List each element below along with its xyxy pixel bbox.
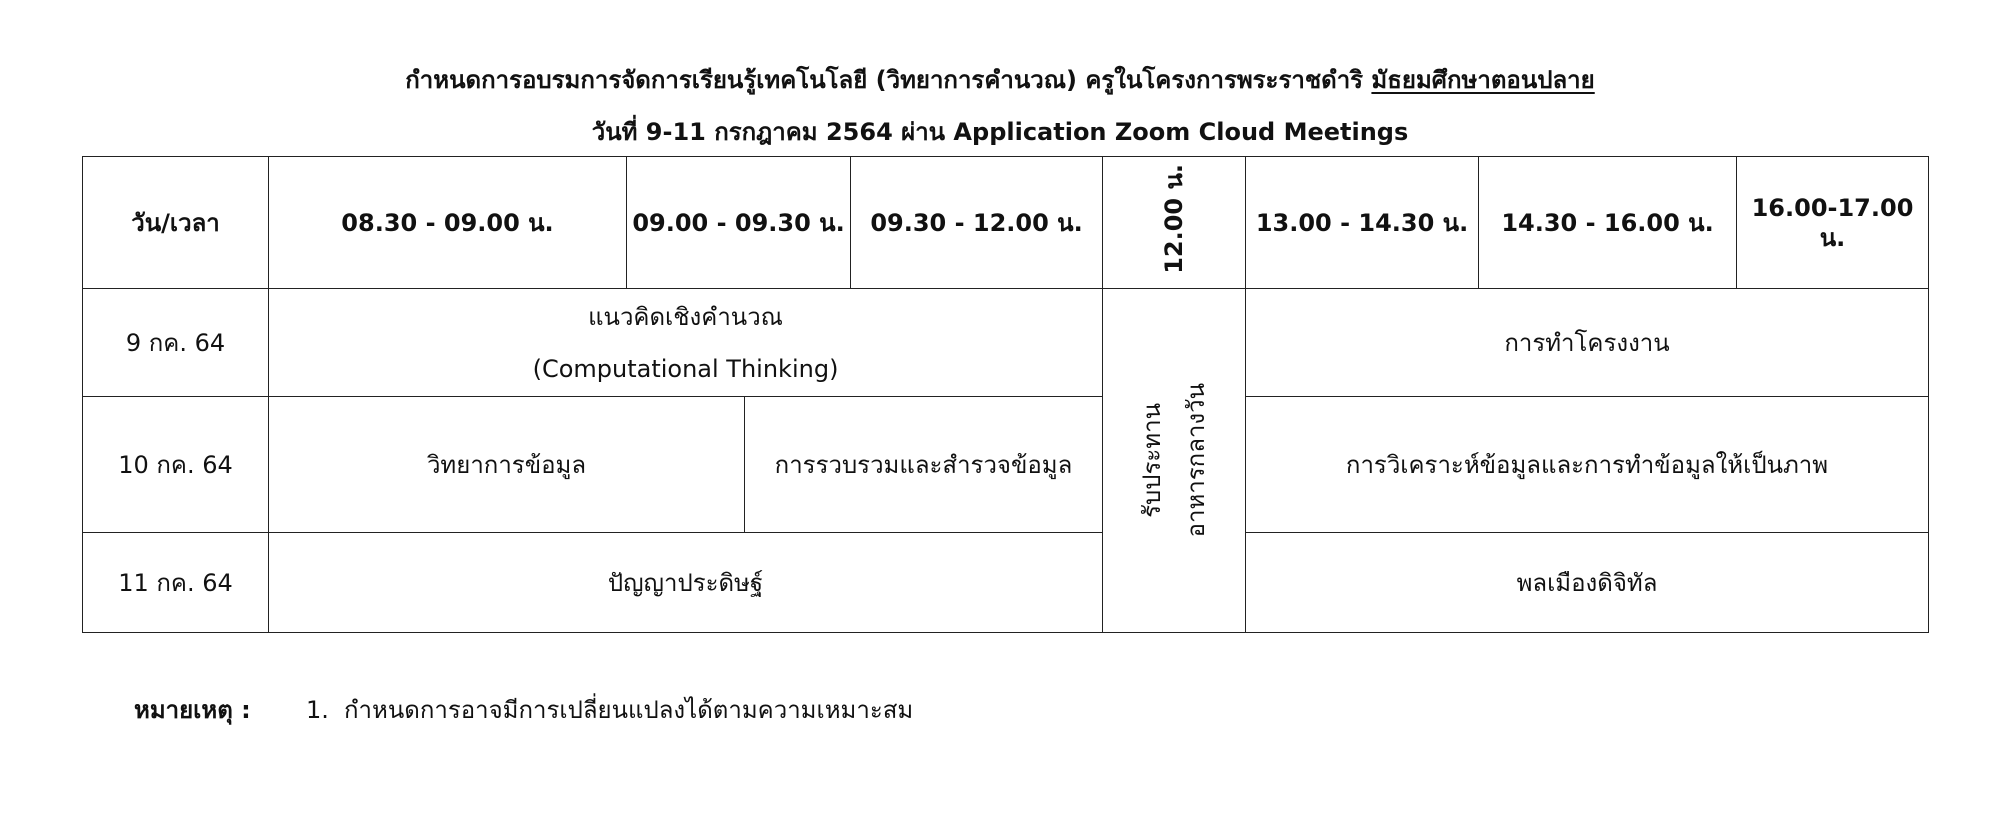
remark xyxy=(134,690,913,729)
table-row xyxy=(83,533,1929,633)
header-slot-0830: 08.30 - 09.00 น. xyxy=(269,157,627,289)
lunch-line1: รับประทาน xyxy=(1138,403,1167,518)
row-date: 10 กค. 64 xyxy=(83,397,269,533)
lunch-cell xyxy=(1103,289,1246,633)
session-project: การทำโครงงาน xyxy=(1246,289,1929,397)
session-title-en: (Computational Thinking) xyxy=(532,354,839,383)
header-slot-0930: 09.30 - 12.00 น. xyxy=(851,157,1103,289)
title-level-underlined: มัธยมศึกษาตอนปลาย xyxy=(1371,66,1595,94)
session-computational-thinking xyxy=(269,289,1103,397)
header-slot-1430: 14.30 - 16.00 น. xyxy=(1479,157,1737,289)
header-slot-1600: 16.00-17.00 น. xyxy=(1737,157,1929,289)
session-digital-citizen: พลเมืองดิจิทัล xyxy=(1246,533,1929,633)
table-row xyxy=(83,289,1929,397)
header-slot-0900: 09.00 - 09.30 น. xyxy=(627,157,851,289)
header-day-time: วัน/เวลา xyxy=(83,157,269,289)
session-data-analysis: การวิเคราะห์ข้อมูลและการทำข้อมูลให้เป็นภาพ xyxy=(1246,397,1929,533)
header-slot-1300: 13.00 - 14.30 น. xyxy=(1246,157,1479,289)
session-data-collection: การรวบรวมและสำรวจข้อมูล xyxy=(745,397,1103,533)
document-title xyxy=(0,60,2000,99)
document-subtitle: วันที่ 9-11 กรกฎาคม 2564 ผ่าน Application Zoom Cloud Meetings xyxy=(591,118,1409,146)
session-title-th: แนวคิดเชิงคำนวณ xyxy=(588,302,783,331)
remark-number: 1. xyxy=(306,696,329,724)
remark-text: กำหนดการอาจมีการเปลี่ยนแปลงได้ตามความเหมาะสม xyxy=(344,696,914,724)
row-date: 11 กค. 64 xyxy=(83,533,269,633)
remark-label: หมายเหตุ : xyxy=(134,696,251,724)
session-data-science: วิทยาการข้อมูล xyxy=(269,397,745,533)
row-date: 9 กค. 64 xyxy=(83,289,269,397)
session-ai: ปัญญาประดิษฐ์ xyxy=(269,533,1103,633)
header-slot-1200 xyxy=(1103,157,1246,289)
header-noon-text: 12.00 น. xyxy=(1160,164,1189,274)
header-row xyxy=(83,157,1929,289)
schedule-table xyxy=(82,156,1929,633)
lunch-line2: อาหารกลางวัน xyxy=(1182,383,1211,538)
title-text: กำหนดการอบรมการจัดการเรียนรู้เทคโนโลยี (วิทยาการคำนวณ) ครูในโครงการพระราชดำริ xyxy=(405,66,1372,94)
table-row xyxy=(83,397,1929,533)
